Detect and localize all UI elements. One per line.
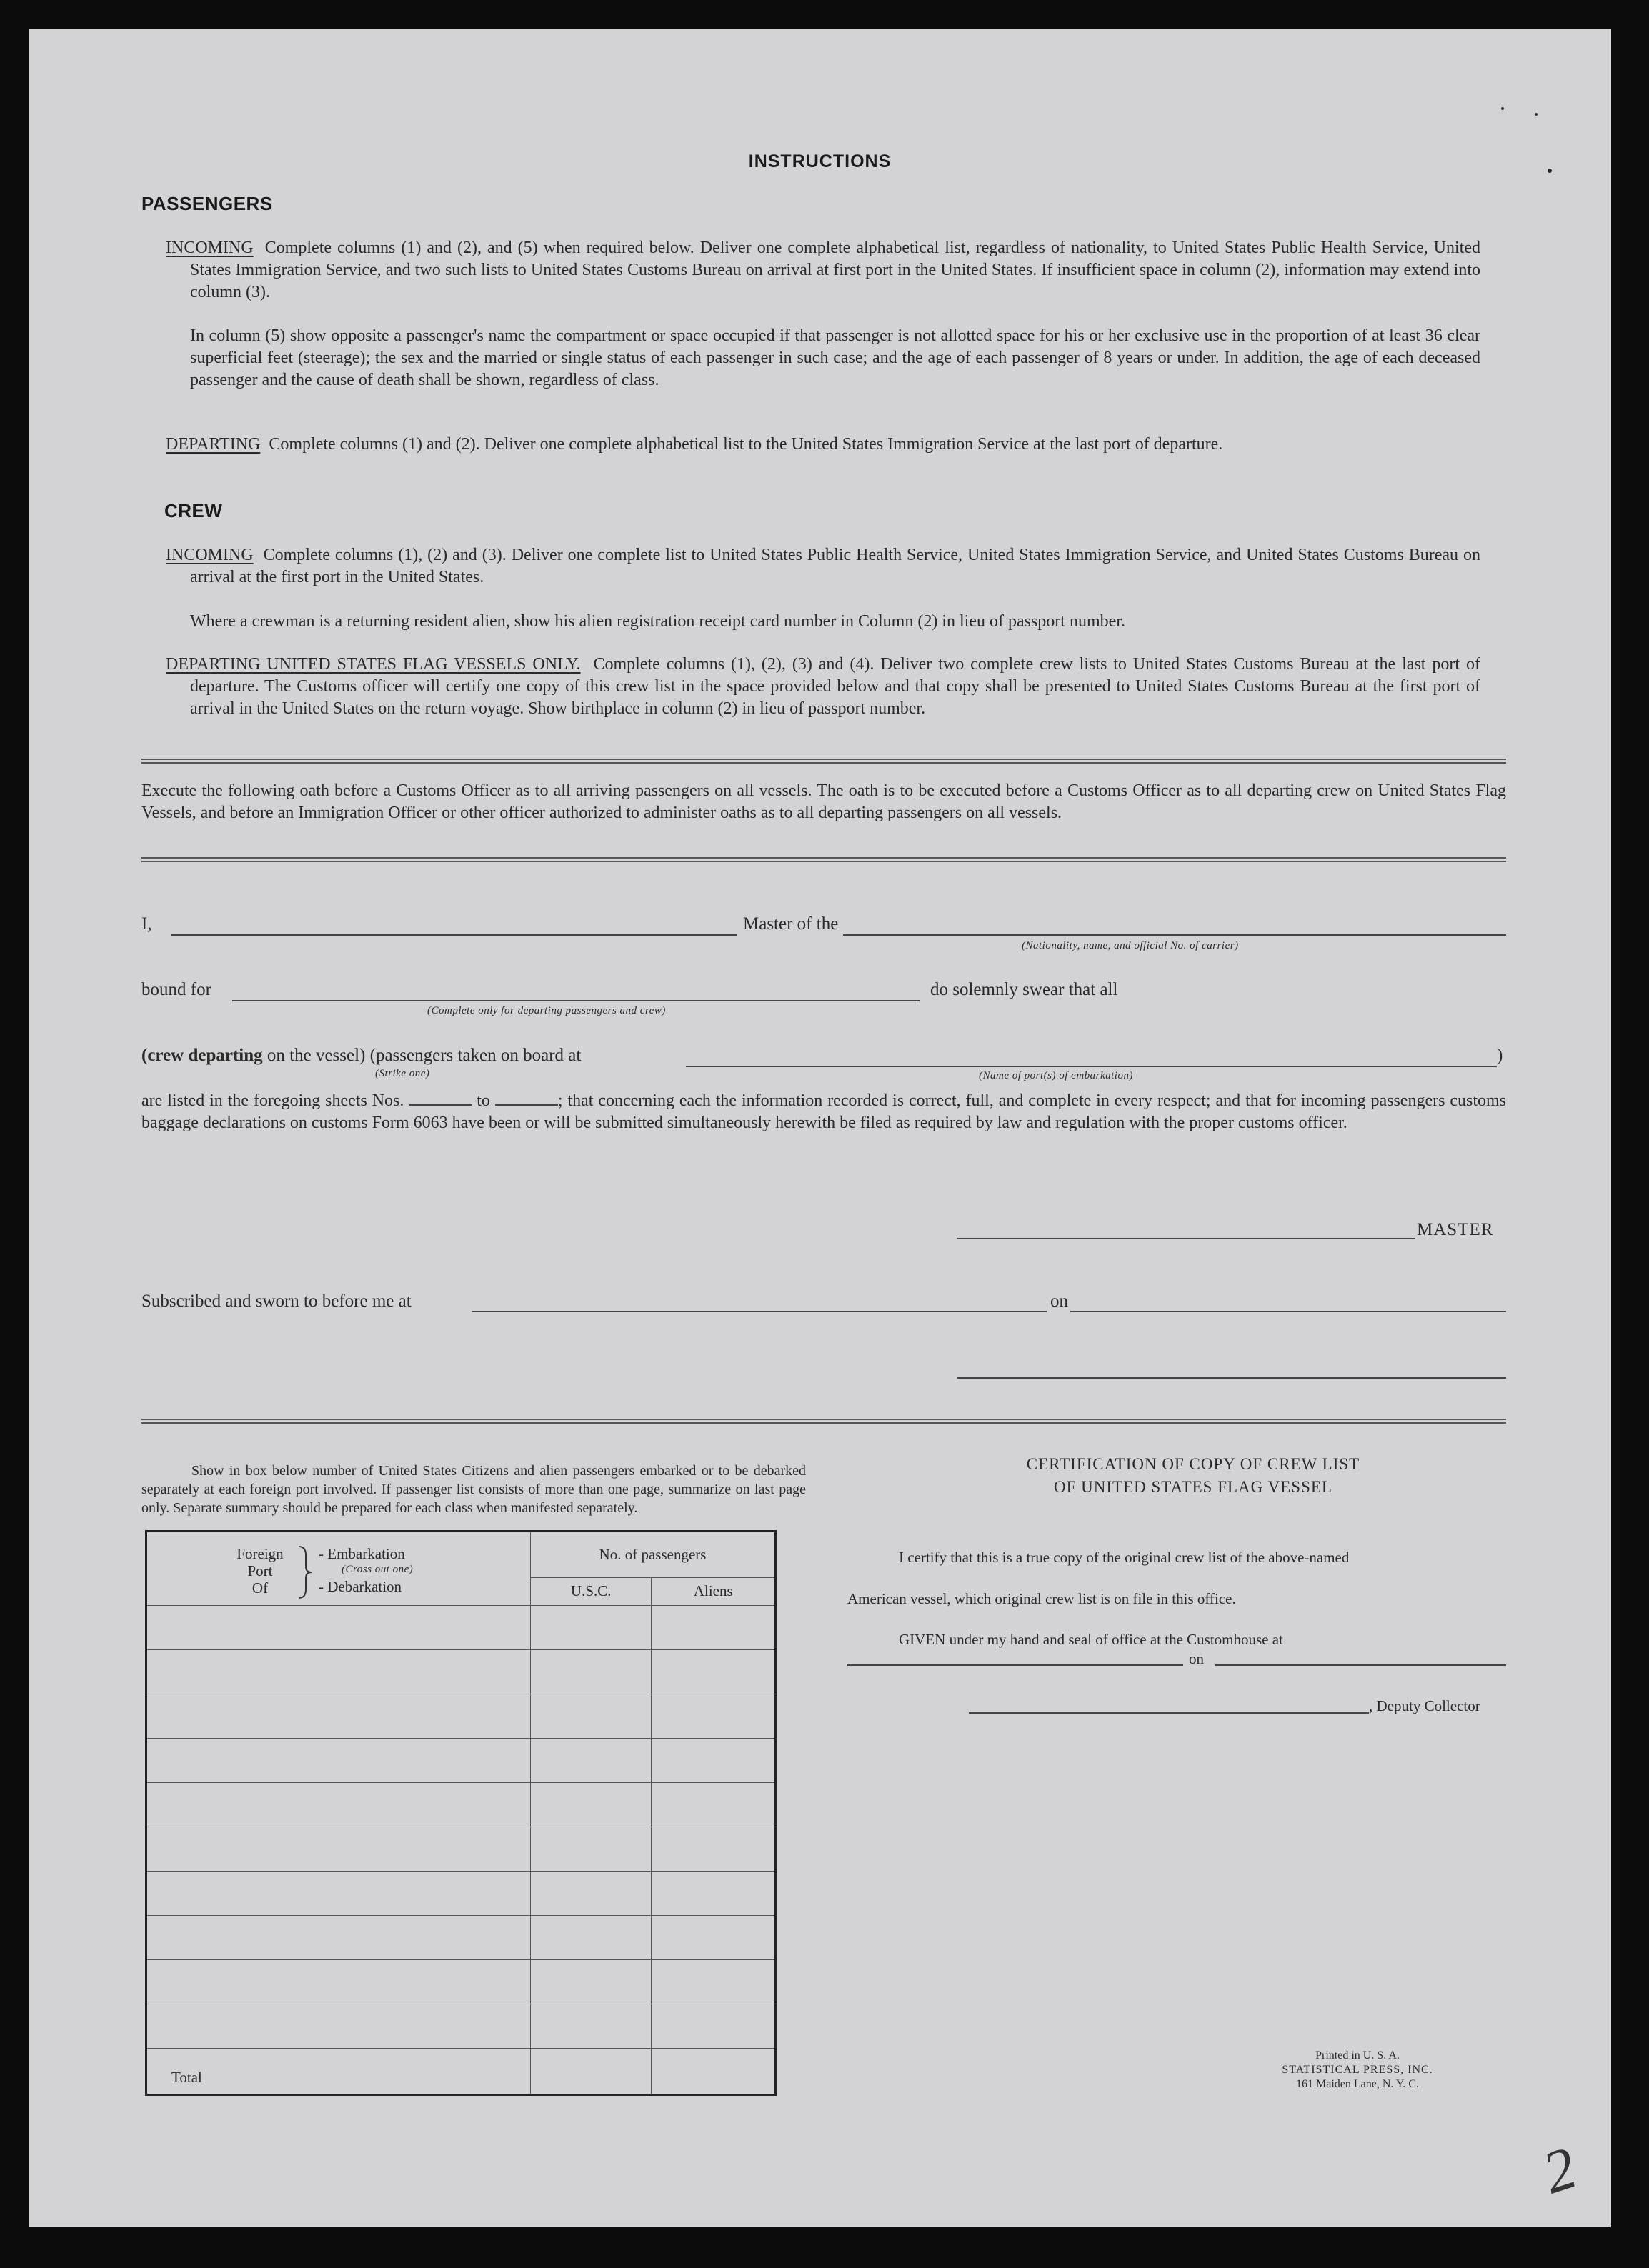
page-mark: 2 <box>1535 2134 1585 2207</box>
brace-icon <box>297 1545 313 1599</box>
sworn-date-field[interactable] <box>1070 1311 1506 1312</box>
do-swear-label: do solemnly swear that all <box>930 980 1118 999</box>
passengers-column5-text: In column (5) show opposite a passenger's name the compartment or space occupied if that passenger is not allotted space for his or her exclusive use in the proportion of at least 36 clear superficial feet (steerage); the sex and the married or single status of each passenger in such case; and the age of each passenger of 8 years or under. In addition, the age of each deceased passenger and the cause of death shall be shown, regardless of class. <box>190 326 1480 389</box>
crew-departing-label: DEPARTING UNITED STATES FLAG VESSELS ONLY. <box>166 655 581 674</box>
instructions-title: INSTRUCTIONS <box>748 151 892 171</box>
usc-cell[interactable] <box>530 1605 652 1649</box>
oath-instructions: Execute the following oath before a Customs Officer as to all arriving passengers on all vessels. The oath is to be executed before a Customs Officer as to all departing crew on United States Flag Vessels, and before an Immigration Officer or other officer authorized to administer oaths as to all departing passengers on all vessels. <box>141 781 1506 822</box>
sworn-place-field[interactable] <box>472 1311 1047 1312</box>
aliens-cell[interactable] <box>652 1915 776 1959</box>
master-label: MASTER <box>1417 1220 1494 1239</box>
port-cell[interactable] <box>146 1649 531 1694</box>
oath-declaration <box>141 1090 1506 1134</box>
aliens-total-cell[interactable] <box>652 2048 776 2094</box>
carrier-hint: (Nationality, name, and official No. of carrier) <box>1022 940 1239 951</box>
officer-signature-field[interactable] <box>957 1377 1506 1379</box>
usc-cell[interactable] <box>530 1649 652 1694</box>
printer-line1: Printed in U. S. A. <box>1315 2049 1400 2062</box>
bound-for-hint: (Complete only for departing passengers and crew) <box>427 1005 666 1016</box>
port-cell[interactable] <box>146 1738 531 1782</box>
crew-resident-paragraph <box>166 611 1480 633</box>
crew-incoming-label: INCOMING <box>166 546 254 564</box>
scan-speck <box>1501 107 1504 110</box>
crew-departing-paragraph <box>166 654 1480 720</box>
scan-speck <box>1535 113 1538 116</box>
aliens-cell[interactable] <box>652 1605 776 1649</box>
listed-in-text: are listed in the foregoing sheets Nos. <box>141 1091 404 1110</box>
certification-heading-line2: OF UNITED STATES FLAG VESSEL <box>1054 1478 1332 1496</box>
aliens-cell[interactable] <box>652 1782 776 1827</box>
crew-passengers-line <box>141 1046 581 1066</box>
port-cell[interactable] <box>146 1915 531 1959</box>
port-header-cell <box>146 1532 531 1606</box>
of-label: Of <box>251 1579 269 1597</box>
divider-2 <box>141 857 1506 862</box>
master-name-field[interactable] <box>171 934 737 936</box>
port-cell[interactable] <box>146 1827 531 1871</box>
to-text: to <box>477 1091 490 1110</box>
port-cell[interactable] <box>146 1959 531 2004</box>
crew-resident-text: Where a crewman is a returning resident alien, show his alien registration receipt card number in Column (2) in lieu of passport number. <box>190 612 1125 631</box>
foreign-port-of-label <box>231 1545 289 1597</box>
usc-cell[interactable] <box>530 1871 652 1915</box>
deputy-signature-field[interactable] <box>969 1712 1369 1714</box>
usc-cell[interactable] <box>530 1782 652 1827</box>
scan-speck <box>1548 169 1552 173</box>
usc-cell[interactable] <box>530 1738 652 1782</box>
printer-line3: 161 Maiden Lane, N. Y. C. <box>1296 2078 1419 2090</box>
printer-line2: STATISTICAL PRESS, INC. <box>1282 2064 1433 2076</box>
given-text: GIVEN under my hand and seal of office at the Customhouse at <box>899 1631 1283 1648</box>
usc-cell[interactable] <box>530 1959 652 2004</box>
oath-i-label: I, <box>141 914 152 934</box>
foreign-label: Foreign <box>236 1545 284 1562</box>
passengers-departing-paragraph <box>166 434 1480 456</box>
port-cell[interactable] <box>146 1694 531 1738</box>
bound-for-field[interactable] <box>232 1000 920 1001</box>
divider-1 <box>141 759 1506 764</box>
aliens-cell[interactable] <box>652 1959 776 2004</box>
usc-header: U.S.C. <box>530 1578 652 1606</box>
aliens-cell[interactable] <box>652 1827 776 1871</box>
given-on-label: on <box>1189 1650 1204 1667</box>
master-of-the-label: Master of the <box>743 914 839 934</box>
crew-departing-option[interactable]: (crew departing <box>141 1046 263 1065</box>
port-hint: (Name of port(s) of embarkation) <box>979 1070 1133 1081</box>
passengers-incoming-paragraph <box>166 237 1480 304</box>
sworn-on-label: on <box>1050 1292 1068 1311</box>
master-signature-field[interactable] <box>957 1238 1415 1239</box>
divider-3 <box>141 1419 1506 1424</box>
carrier-field[interactable] <box>843 934 1506 936</box>
form-page <box>29 29 1611 2227</box>
usc-total-cell[interactable] <box>530 2048 652 2094</box>
usc-cell[interactable] <box>530 1827 652 1871</box>
crew-heading: CREW <box>164 500 223 521</box>
certification-heading-line1: CERTIFICATION OF COPY OF CREW LIST <box>1026 1455 1360 1473</box>
certify-line1: I certify that this is a true copy of the original crew list of the above-named <box>899 1549 1350 1566</box>
aliens-cell[interactable] <box>652 1694 776 1738</box>
port-cell[interactable] <box>146 1605 531 1649</box>
crew-departing-text: Complete columns (1), (2), (3) and (4). Deliver two complete crew lists to United States Customs Bureau at the last port of departure. The Customs officer will certify one copy of this crew list in the space provided below and that copy shall be presented to United States Customs Bureau at the first port of arrival in the United States on the return voyage. Show birthplace in column (2) in lieu of passport number. <box>190 655 1480 718</box>
passengers-taken-option[interactable]: (passengers taken on board at <box>369 1046 582 1065</box>
passengers-heading: PASSENGERS <box>141 193 273 214</box>
passenger-summary-table <box>145 1530 777 2096</box>
embarkation-option[interactable]: - Embarkation <box>319 1545 405 1562</box>
port-label: Port <box>247 1562 273 1579</box>
listed-rest-text: ; that concerning each the information recorded is correct, full, and complete in every respect; and that for incoming passengers customs baggage declarations on customs Form 6063 have been or will be submitted simultaneously herewith be filed as required by law and regulation with the proper customs officer. <box>141 1091 1507 1132</box>
port-cell[interactable] <box>146 1782 531 1827</box>
port-field[interactable] <box>686 1066 1497 1067</box>
aliens-cell[interactable] <box>652 1649 776 1694</box>
aliens-header: Aliens <box>652 1578 776 1606</box>
debarkation-option[interactable]: - Debarkation <box>319 1578 402 1595</box>
crew-incoming-paragraph <box>166 544 1480 589</box>
bound-for-label: bound for <box>141 980 211 999</box>
crew-incoming-text: Complete columns (1), (2) and (3). Deliver one complete list to United States Public Health Service, United States Immigration Service, and United States Customs Bureau on arrival at the first port in the United States. <box>190 546 1480 586</box>
passengers-departing-label: DEPARTING <box>166 435 261 454</box>
certification-heading <box>879 1453 1508 1499</box>
cross-out-hint: (Cross out one) <box>342 1564 414 1575</box>
given-date-field[interactable] <box>1215 1664 1506 1666</box>
passengers-incoming-text: Complete columns (1) and (2), and (5) when required below. Deliver one complete alphabetical list, regardless of nationality, to United States Public Health Service, United States Immigration Service, and two such lists to United States Customs Bureau on arrival at first port in the United States. If insufficient space in column (2), information may extend into column (3). <box>190 239 1481 301</box>
passengers-departing-text: Complete columns (1) and (2). Deliver one complete alphabetical list to the United States Immigration Service at the last port of departure. <box>269 435 1223 454</box>
usc-cell[interactable] <box>530 1694 652 1738</box>
subscribed-label: Subscribed and sworn to before me at <box>141 1292 412 1311</box>
total-label: Total <box>146 2048 531 2094</box>
no-of-passengers-header: No. of passengers <box>530 1532 775 1578</box>
summary-instructions: Show in box below number of United States Citizens and alien passengers embarked or to be debarked separately at each foreign port involved. If passenger list consists of more than one page, summarize on last page only. Separate summary should be prepared for each class when manifested separately. <box>141 1463 806 1516</box>
port-cell[interactable] <box>146 2004 531 2048</box>
port-cell[interactable] <box>146 1871 531 1915</box>
aliens-cell[interactable] <box>652 1738 776 1782</box>
aliens-cell[interactable] <box>652 1871 776 1915</box>
passengers-incoming-label: INCOMING <box>166 239 254 257</box>
aliens-cell[interactable] <box>652 2004 776 2048</box>
strike-one-hint: (Strike one) <box>375 1068 430 1079</box>
deputy-collector-label: , Deputy Collector <box>1369 1697 1480 1714</box>
certify-line2: American vessel, which original crew list is on file in this office. <box>847 1590 1236 1607</box>
usc-cell[interactable] <box>530 2004 652 2048</box>
sheet-from-field[interactable] <box>409 1091 472 1106</box>
close-paren: ) <box>1497 1046 1503 1065</box>
printer-imprint <box>1243 2049 1472 2092</box>
usc-cell[interactable] <box>530 1915 652 1959</box>
on-the-vessel-text: on the vessel) <box>266 1046 366 1065</box>
passengers-column5-paragraph <box>166 325 1480 391</box>
customhouse-field[interactable] <box>847 1664 1183 1666</box>
sheet-to-field[interactable] <box>495 1091 558 1106</box>
